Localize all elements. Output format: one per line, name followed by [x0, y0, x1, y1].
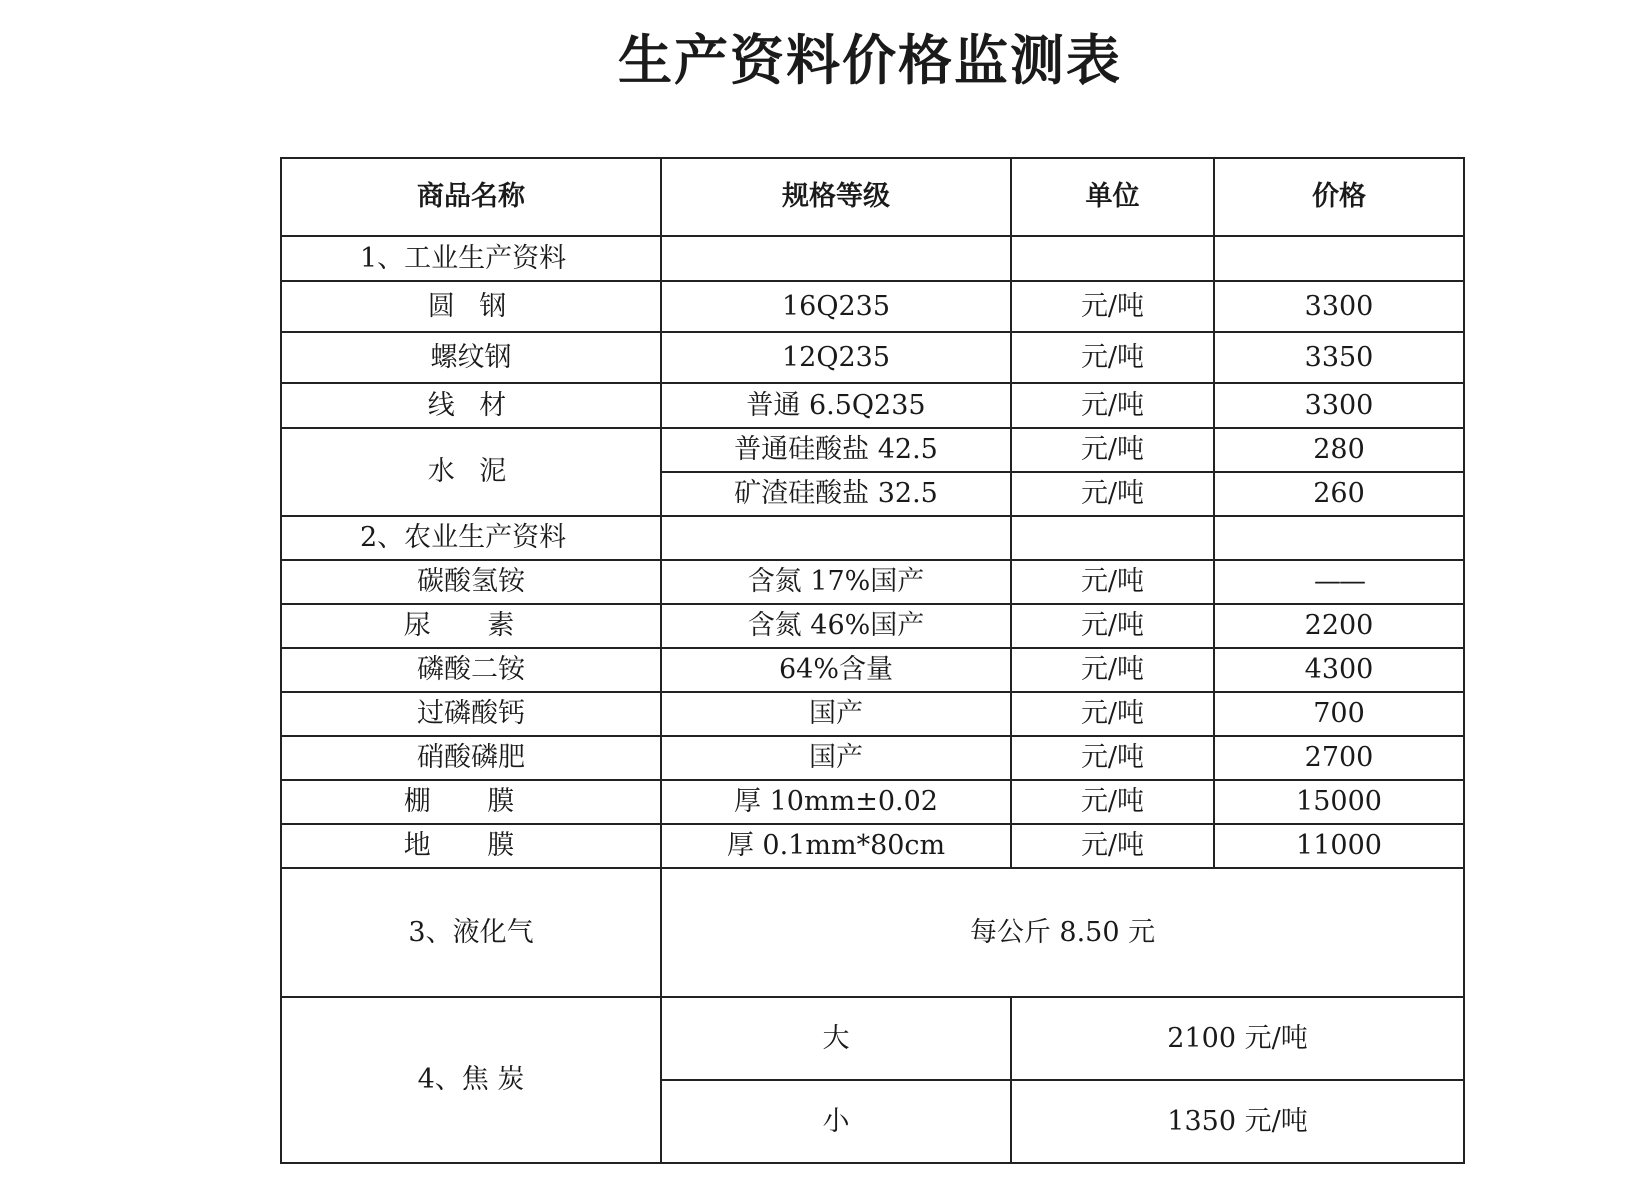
item-price: 280 [1214, 428, 1464, 472]
item-spec: 12Q235 [661, 332, 1011, 383]
item-price: 3350 [1214, 332, 1464, 383]
item-price: 4300 [1214, 648, 1464, 692]
item-price: —— [1214, 560, 1464, 604]
section-industrial: 1、工业生产资料 [281, 236, 661, 281]
item-spec: 国产 [661, 736, 1011, 780]
coke-row-large [281, 997, 1464, 1080]
item-name: 尿 素 [281, 604, 661, 648]
lpg-row [281, 868, 1464, 997]
page-title: 生产资料价格监测表 [618, 29, 1122, 92]
item-unit: 元/吨 [1011, 332, 1214, 383]
coke-name: 4、焦 炭 [281, 997, 661, 1163]
item-spec: 含氮 46%国产 [661, 604, 1011, 648]
table-row [281, 780, 1464, 824]
header-spec: 规格等级 [661, 158, 1011, 236]
item-spec: 厚 10mm±0.02 [661, 780, 1011, 824]
lpg-name: 3、液化气 [281, 868, 661, 997]
item-price: 3300 [1214, 383, 1464, 428]
item-name: 水 泥 [281, 428, 661, 516]
coke-small-label: 小 [661, 1080, 1011, 1163]
item-spec: 厚 0.1mm*80cm [661, 824, 1011, 868]
table-row [281, 332, 1464, 383]
section-row [281, 236, 1464, 281]
item-name: 磷酸二铵 [281, 648, 661, 692]
header-unit: 单位 [1011, 158, 1214, 236]
item-price: 700 [1214, 692, 1464, 736]
table-row [281, 604, 1464, 648]
item-name: 线 材 [281, 383, 661, 428]
table-row [281, 383, 1464, 428]
item-price: 2700 [1214, 736, 1464, 780]
section-row [281, 516, 1464, 560]
item-unit: 元/吨 [1011, 648, 1214, 692]
item-unit: 元/吨 [1011, 824, 1214, 868]
coke-large-label: 大 [661, 997, 1011, 1080]
coke-small-price: 1350 元/吨 [1011, 1080, 1464, 1163]
table-row [281, 281, 1464, 332]
item-spec: 矿渣硅酸盐 32.5 [661, 472, 1011, 516]
table-row [281, 648, 1464, 692]
item-spec: 含氮 17%国产 [661, 560, 1011, 604]
section-agricultural: 2、农业生产资料 [281, 516, 661, 560]
table-row [281, 428, 1464, 472]
item-name: 过磷酸钙 [281, 692, 661, 736]
item-name: 棚 膜 [281, 780, 661, 824]
header-row [281, 158, 1464, 236]
item-price: 11000 [1214, 824, 1464, 868]
item-price: 2200 [1214, 604, 1464, 648]
item-price: 260 [1214, 472, 1464, 516]
item-spec: 普通 6.5Q235 [661, 383, 1011, 428]
item-unit: 元/吨 [1011, 736, 1214, 780]
item-unit: 元/吨 [1011, 780, 1214, 824]
item-unit: 元/吨 [1011, 604, 1214, 648]
header-price: 价格 [1214, 158, 1464, 236]
item-unit: 元/吨 [1011, 281, 1214, 332]
item-name: 碳酸氢铵 [281, 560, 661, 604]
item-unit: 元/吨 [1011, 428, 1214, 472]
item-unit: 元/吨 [1011, 692, 1214, 736]
item-spec: 64%含量 [661, 648, 1011, 692]
table-row [281, 692, 1464, 736]
table-row [281, 560, 1464, 604]
item-spec: 普通硅酸盐 42.5 [661, 428, 1011, 472]
item-name: 硝酸磷肥 [281, 736, 661, 780]
price-table [280, 157, 1465, 1164]
header-name: 商品名称 [281, 158, 661, 236]
item-name: 地 膜 [281, 824, 661, 868]
table-row [281, 824, 1464, 868]
item-price: 3300 [1214, 281, 1464, 332]
item-spec: 国产 [661, 692, 1011, 736]
item-price: 15000 [1214, 780, 1464, 824]
item-unit: 元/吨 [1011, 383, 1214, 428]
item-name: 圆 钢 [281, 281, 661, 332]
item-spec: 16Q235 [661, 281, 1011, 332]
item-unit: 元/吨 [1011, 472, 1214, 516]
item-name: 螺纹钢 [281, 332, 661, 383]
coke-large-price: 2100 元/吨 [1011, 997, 1464, 1080]
table-row [281, 736, 1464, 780]
item-unit: 元/吨 [1011, 560, 1214, 604]
lpg-value: 每公斤 8.50 元 [661, 868, 1464, 997]
